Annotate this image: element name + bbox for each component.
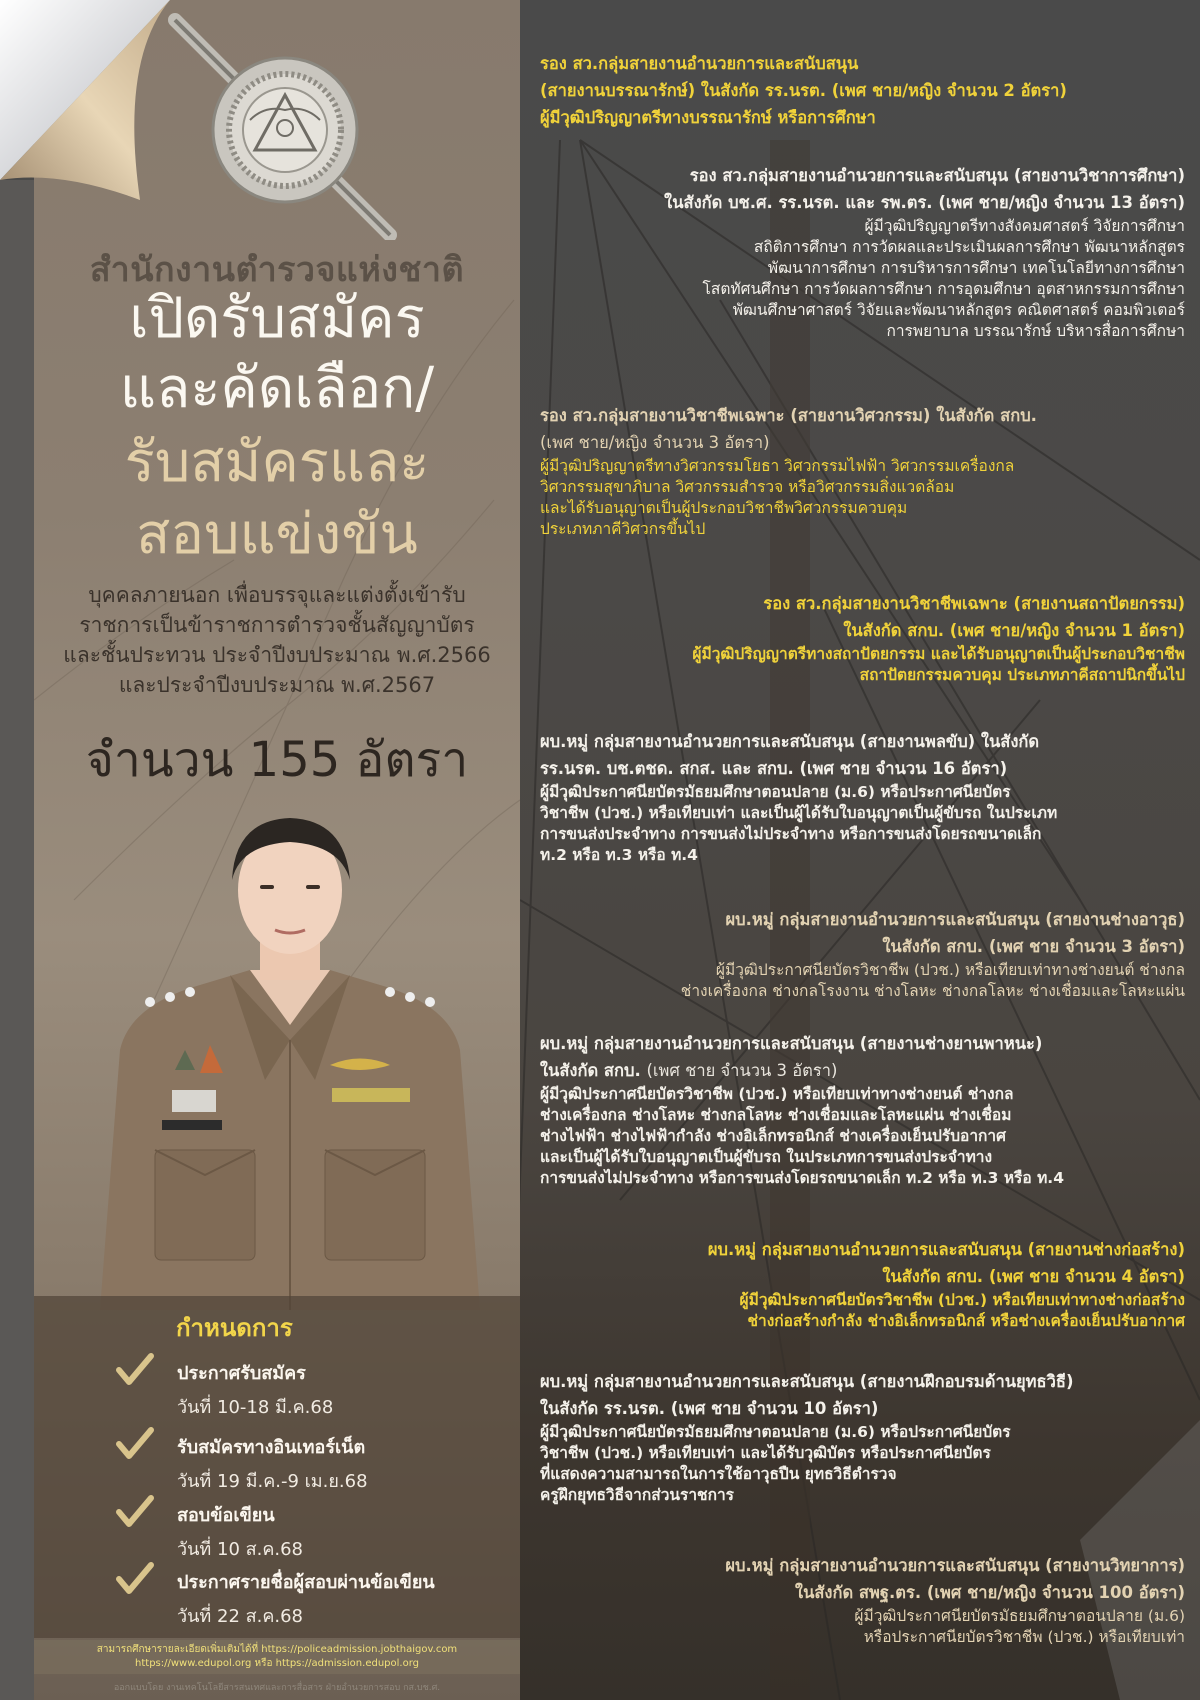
position-qualification: ประเภทภาคีวิศวกรขึ้นไป	[540, 520, 706, 538]
position-qualification: พัฒนาการศึกษา การบริหารการศึกษา เทคโนโลยีทางการศึกษา	[767, 259, 1185, 277]
position-qualification: ช่างเครื่องกล ช่างโลหะ ช่างกลโลหะ ช่างเชื่อมและโลหะแผ่น ช่างเชื่อม	[540, 1106, 1012, 1124]
position-qualification: ผู้มีวุฒิประกาศนียบัตรมัธยมศึกษาตอนปลาย (ม.6)	[854, 1607, 1185, 1625]
position-title: ในสังกัด บช.ศ. รร.นรต. และ รพ.ตร. (เพศ ชาย/หญิง จำนวน 13 อัตรา)	[664, 193, 1185, 212]
position-qualification: ผู้มีวุฒิประกาศนียบัตรวิชาชีพ (ปวช.) หรือเทียบเท่าทางช่างยนต์ ช่างกล	[715, 961, 1185, 979]
schedule-label: ประกาศรายชื่อผู้สอบผ่านข้อเขียน	[177, 1572, 435, 1593]
position-title: ในสังกัด สกบ. (เพศ ชาย จำนวน 3 อัตรา)	[882, 937, 1185, 956]
quota-count: จำนวน 155 อัตรา	[85, 732, 469, 788]
check-icon	[115, 1352, 155, 1386]
check-icon	[115, 1561, 155, 1595]
position-qualification: ครูฝึกยุทธวิธีจากส่วนราชการ	[540, 1486, 734, 1504]
subtitle-line: บุคคลภายนอก เพื่อบรรจุและแต่งตั้งเข้ารับ	[88, 583, 466, 607]
subtitle-line: และประจำปีงบประมาณ พ.ศ.2567	[118, 673, 436, 697]
position-architecture	[540, 590, 1185, 686]
position-title: รอง สว.กลุ่มสายงานอำนวยการและสนับสนุน (สายงานวิชาการศึกษา)	[689, 166, 1185, 185]
position-driver	[540, 728, 1185, 866]
position-qualification: และเป็นผู้ได้รับใบอนุญาตเป็นผู้ขับรถ ในประเภทการขนส่งประจำทาง	[540, 1148, 993, 1166]
position-title: ในสังกัด สพฐ.ตร. (เพศ ชาย/หญิง จำนวน 100 อัตรา)	[795, 1583, 1185, 1602]
position-qualification: ผู้มีวุฒิประกาศนียบัตรมัธยมศึกษาตอนปลาย (ม.6) หรือประกาศนียบัตร	[540, 1423, 1011, 1441]
check-icon	[115, 1426, 155, 1460]
position-title: ในสังกัด สกบ. (เพศ ชาย/หญิง จำนวน 1 อัตรา)	[843, 621, 1185, 640]
position-librarian	[540, 50, 1185, 131]
position-qualification: หรือประกาศนียบัตรวิชาชีพ (ปวช.) หรือเทียบเท่า	[863, 1628, 1185, 1646]
schedule-label: ประกาศรับสมัคร	[177, 1363, 306, 1384]
position-qualification: ผู้มีวุฒิประกาศนียบัตรวิชาชีพ (ปวช.) หรือเทียบเท่าทางช่างยนต์ ช่างกล	[540, 1085, 1014, 1103]
position-qualification: พัฒนศึกษาศาสตร์ วิจัยและพัฒนาหลักสูตร คณิตศาสตร์ คอมพิวเตอร์	[732, 301, 1185, 319]
position-title: ผบ.หมู่ กลุ่มสายงานอำนวยการและสนับสนุน (สายงานวิทยาการ)	[725, 1556, 1185, 1575]
position-qualification: การขนส่งไม่ประจำทาง หรือการขนส่งโดยรถขนาดเล็ก ท.2 หรือ ท.3 หรือ ท.4	[540, 1169, 1064, 1187]
position-engineering	[540, 402, 1185, 540]
position-title: ในสังกัด รร.นรต. (เพศ ชาย จำนวน 10 อัตรา)	[540, 1399, 879, 1418]
position-qualification: ที่แสดงความสามารถในการใช้อาวุธปืน ยุทธวิธีตำรวจ	[540, 1465, 897, 1483]
position-qualification: ช่างก่อสร้างกำลัง ช่างอิเล็กทรอนิกส์ หรือช่างเครื่องเย็นปรับอากาศ	[747, 1312, 1185, 1330]
check-icon	[115, 1494, 155, 1528]
position-title: (เพศ ชาย/หญิง จำนวน 3 อัตรา)	[540, 433, 770, 452]
position-forensic-science	[540, 1552, 1185, 1648]
position-qualification: วิชาชีพ (ปวช.) หรือเทียบเท่า และเป็นผู้ได้รับใบอนุญาตเป็นผู้ขับรถ ในประเภท	[540, 804, 1058, 822]
position-qualification: โสตทัศนศึกษา การวัดผลการศึกษา การอุดมศึกษา อุตสาหกรรมการศึกษา	[702, 280, 1185, 298]
subtitle	[34, 580, 520, 700]
headline-line-1: เปิดรับสมัคร	[129, 286, 425, 351]
schedule-date: วันที่ 22 ส.ค.68	[177, 1606, 303, 1627]
position-vehicle-mechanic	[540, 1030, 1185, 1189]
position-qualification: ช่างไฟฟ้า ช่างไฟฟ้ากำลัง ช่างอิเล็กทรอนิกส์ ช่างเครื่องเย็นปรับอากาศ	[540, 1127, 1006, 1145]
position-title: รร.นรต. บช.ตชด. สกส. และ สกบ. (เพศ ชาย จำนวน 16 อัตรา)	[540, 759, 1008, 778]
schedule-date: วันที่ 19 มี.ค.-9 เม.ย.68	[177, 1471, 368, 1492]
position-qualification: การพยาบาล บรรณารักษ์ บริหารสื่อการศึกษา	[886, 322, 1185, 340]
website-link-line-2[interactable]: https://www.edupol.org หรือ https://admission.edupol.org	[135, 1658, 419, 1669]
position-qualification: ช่างเครื่องกล ช่างกลโรงงาน ช่างโลหะ ช่างกลโลหะ ช่างเชื่อมและโลหะแผ่น	[680, 982, 1185, 1000]
position-qualification: วิศวกรรมสุขาภิบาล วิศวกรรมสำรวจ หรือวิศวกรรมสิ่งแวดล้อม	[540, 478, 955, 496]
design-credit: ออกแบบโดย งานเทคโนโลยีสารสนเทศและการสื่อสาร ฝ่ายอำนวยการสอบ กส.บช.ศ.	[113, 1683, 441, 1693]
position-qualification: ผู้มีวุฒิประกาศนียบัตรวิชาชีพ (ปวช.) หรือเทียบเท่าทางช่างก่อสร้าง	[739, 1291, 1185, 1309]
position-title: (สายงานบรรณารักษ์) ในสังกัด รร.นรต. (เพศ ชาย/หญิง จำนวน 2 อัตรา)	[540, 81, 1067, 100]
position-title: ผบ.หมู่ กลุ่มสายงานอำนวยการและสนับสนุน (สายงานพลขับ) ในสังกัด	[540, 732, 1040, 751]
schedule-date: วันที่ 10 ส.ค.68	[177, 1539, 303, 1560]
position-title: ในสังกัด สกบ. (เพศ ชาย จำนวน 4 อัตรา)	[882, 1267, 1185, 1286]
position-qualification: การขนส่งประจำทาง การขนส่งไม่ประจำทาง หรือการขนส่งโดยรถขนาดเล็ก	[540, 825, 1042, 843]
position-education	[540, 162, 1185, 342]
police-officer-photo	[60, 790, 520, 1310]
position-construction	[540, 1236, 1185, 1332]
schedule-label: สอบข้อเขียน	[177, 1505, 275, 1526]
left-edge-strip	[0, 180, 34, 1700]
position-qualification: ท.2 หรือ ท.3 หรือ ท.4	[540, 846, 698, 864]
position-qualification: ผู้มีวุฒิปริญญาตรีทางวิศวกรรมโยธา วิศวกรรมไฟฟ้า วิศวกรรมเครื่องกล	[540, 457, 1015, 475]
position-qualification: สถาปัตยกรรมควบคุม ประเภทภาคีสถาปนิกขึ้นไป	[859, 666, 1185, 684]
position-title: รอง สว.กลุ่มสายงานอำนวยการและสนับสนุน	[540, 54, 859, 73]
headline-line-3: รับสมัครและ	[124, 430, 430, 495]
headline-line-2: และคัดเลือก/	[119, 356, 435, 421]
subtitle-line: ราชการเป็นข้าราชการตำรวจชั้นสัญญาบัตร	[79, 613, 475, 637]
position-qualification: ผู้มีวุฒิปริญญาตรีทางบรรณารักษ์ หรือการศึกษา	[540, 108, 876, 127]
position-quota: (เพศ ชาย จำนวน 3 อัตรา)	[646, 1061, 838, 1080]
page-curl-decoration	[0, 0, 175, 200]
position-qualification: ผู้มีวุฒิปริญญาตรีทางสถาปัตยกรรม และได้รับอนุญาตเป็นผู้ประกอบวิชาชีพ	[692, 645, 1185, 663]
schedule-date: วันที่ 10-18 มี.ค.68	[177, 1397, 334, 1418]
position-title: ผบ.หมู่ กลุ่มสายงานอำนวยการและสนับสนุน (สายงานช่างอาวุธ)	[725, 910, 1185, 929]
position-title: ผบ.หมู่ กลุ่มสายงานอำนวยการและสนับสนุน (สายงานช่างก่อสร้าง)	[707, 1240, 1185, 1259]
position-qualification: สถิติการศึกษา การวัดผลและประเมินผลการศึกษา พัฒนาหลักสูตร	[753, 238, 1185, 256]
headline-line-4: สอบแข่งขัน	[136, 502, 418, 567]
organization-name: สำนักงานตำรวจแห่งชาติ	[89, 250, 465, 290]
police-emblem-logo	[165, 10, 405, 240]
position-title: รอง สว.กลุ่มสายงานวิชาชีพเฉพาะ (สายงานวิศวกรรม) ในสังกัด สกบ.	[540, 406, 1037, 425]
position-qualification: และได้รับอนุญาตเป็นผู้ประกอบวิชาชีพวิศวกรรมควบคุม	[540, 499, 908, 517]
position-qualification: ผู้มีวุฒิประกาศนียบัตรมัธยมศึกษาตอนปลาย (ม.6) หรือประกาศนียบัตร	[540, 783, 1011, 801]
position-title: รอง สว.กลุ่มสายงานวิชาชีพเฉพาะ (สายงานสถาปัตยกรรม)	[763, 594, 1185, 613]
website-link-line-1[interactable]: สามารถศึกษารายละเอียดเพิ่มเติมได้ที่ https://policeadmission.jobthaigov.com	[96, 1644, 458, 1655]
position-title: ผบ.หมู่ กลุ่มสายงานอำนวยการและสนับสนุน (สายงานช่างยานพาหนะ)	[540, 1034, 1043, 1053]
position-title: ผบ.หมู่ กลุ่มสายงานอำนวยการและสนับสนุน (สายงานฝึกอบรมด้านยุทธวิธี)	[540, 1372, 1074, 1391]
position-armorer	[540, 906, 1185, 1002]
links-band	[34, 1640, 520, 1674]
schedule-label: รับสมัครทางอินเทอร์เน็ต	[177, 1437, 366, 1458]
position-qualification: ผู้มีวุฒิปริญญาตรีทางสังคมศาสตร์ วิจัยการศึกษา	[864, 217, 1185, 235]
position-tactics-trainer	[540, 1368, 1185, 1506]
schedule-title: กำหนดการ	[176, 1314, 293, 1342]
subtitle-line: และชั้นประทวน ประจำปีงบประมาณ พ.ศ.2566	[63, 643, 491, 667]
position-title: ในสังกัด สกบ.	[540, 1061, 641, 1080]
position-qualification: วิชาชีพ (ปวช.) หรือเทียบเท่า และได้รับวุฒิบัตร หรือประกาศนียบัตร	[540, 1444, 991, 1462]
